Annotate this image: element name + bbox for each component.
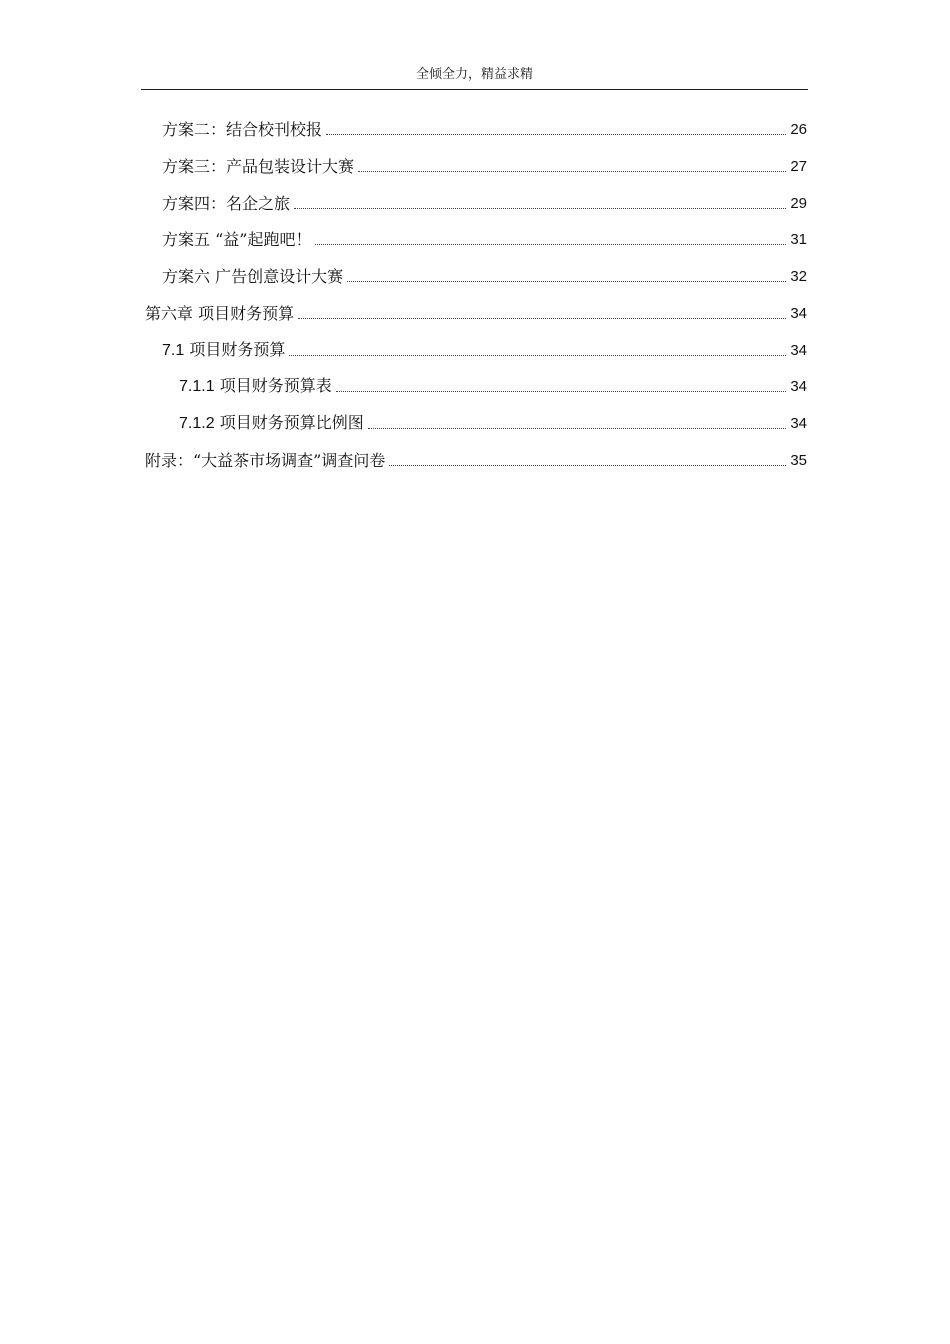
dot-leader (368, 428, 787, 429)
dot-leader (358, 171, 786, 172)
toc-entry-page: 34 (790, 415, 807, 432)
toc-entry-title (162, 340, 289, 361)
toc-entry-title (179, 413, 368, 434)
toc-entry[interactable] (145, 447, 807, 471)
toc-entry-title: 方案三：产品包装设计大赛 (162, 157, 355, 176)
toc-entry-page: 35 (790, 452, 807, 469)
toc-entry[interactable] (162, 337, 807, 361)
toc-entry[interactable] (162, 190, 807, 214)
header-text: 全倾全力，精益求精 (415, 67, 533, 82)
dot-leader (347, 281, 786, 282)
toc-entry-title: 附录：“大益茶市场调查”调查问卷 (145, 451, 386, 470)
toc-entry-title (179, 376, 336, 397)
toc-entry-number: 7.1.2 (179, 415, 215, 432)
toc-entry-title: 方案六 广告创意设计大赛 (162, 267, 344, 286)
toc-entry-page: 26 (790, 121, 807, 138)
toc-entry[interactable] (162, 263, 807, 287)
toc-entry[interactable] (162, 226, 807, 250)
dot-leader (389, 465, 786, 466)
toc-entry[interactable] (179, 373, 807, 397)
toc-entry[interactable] (179, 410, 807, 434)
toc-entry-title-text: 项目财务预算比例图 (219, 413, 364, 432)
toc-entry-page: 34 (790, 378, 807, 395)
toc-entry-title-text: 项目财务预算表 (219, 376, 332, 395)
toc-entry-page: 29 (790, 195, 807, 212)
dot-leader (298, 318, 786, 319)
toc-entry[interactable] (162, 116, 807, 140)
dot-leader (336, 391, 787, 392)
dot-leader (315, 244, 786, 245)
toc-entry[interactable] (162, 153, 807, 177)
toc-entry-page: 32 (790, 268, 807, 285)
toc-entry-page: 31 (790, 231, 807, 248)
toc-entry-title: 方案四：名企之旅 (162, 194, 291, 213)
toc-entry-page: 34 (790, 305, 807, 322)
toc-entry[interactable] (145, 300, 807, 324)
toc-entry-number: 7.1 (162, 342, 185, 359)
dot-leader (294, 208, 786, 209)
toc-entry-title: 方案二：结合校刊校报 (162, 120, 323, 139)
toc-entry-title: 方案五 “益”起跑吧！ (162, 230, 312, 249)
toc-entry-title-text: 项目财务预算 (189, 340, 286, 359)
toc-entry-page: 34 (790, 342, 807, 359)
dot-leader (326, 134, 786, 135)
page-header (141, 66, 808, 90)
toc-entry-page: 27 (790, 158, 807, 175)
toc-entry-number: 7.1.1 (179, 378, 215, 395)
dot-leader (289, 355, 786, 356)
toc-entry-title: 第六章 项目财务预算 (145, 304, 295, 323)
